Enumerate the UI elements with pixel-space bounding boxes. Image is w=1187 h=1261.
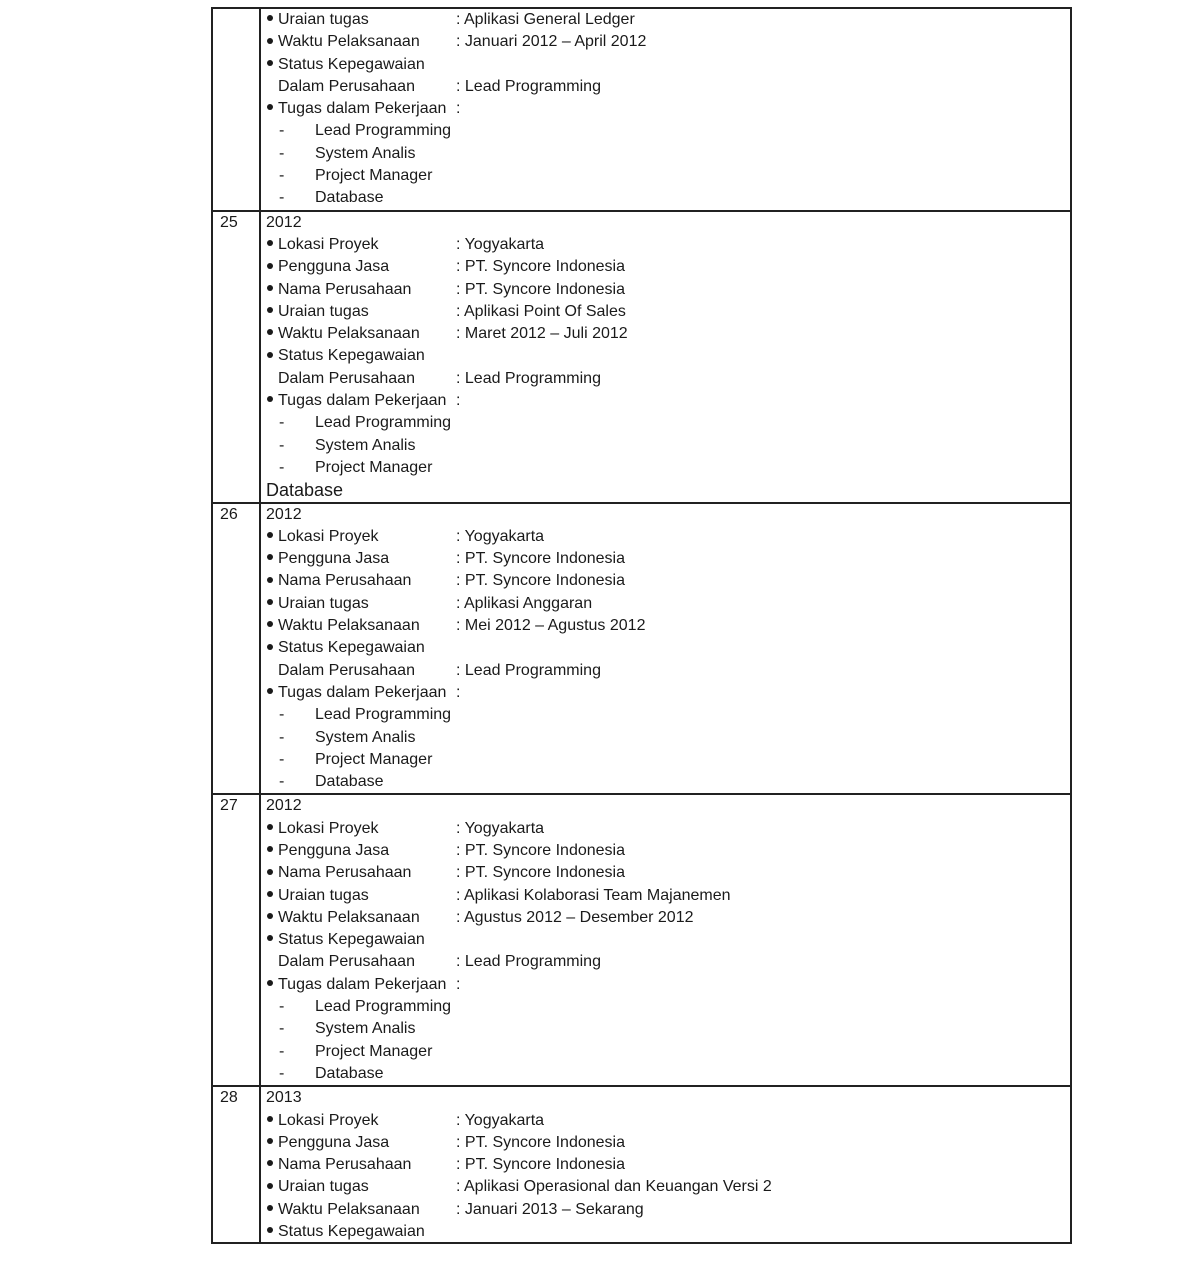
field-label-wrap	[266, 593, 456, 615]
field-label-wrap	[266, 907, 456, 929]
field-label: Waktu Pelaksanaan	[278, 908, 420, 926]
field-line	[266, 570, 1070, 592]
field-label: Status Kepegawaian	[278, 931, 425, 949]
bullet-icon	[267, 644, 273, 650]
dash-marker: -	[279, 167, 285, 185]
row-content	[261, 1087, 1070, 1243]
bullet-icon	[267, 285, 273, 291]
field-line	[266, 301, 1070, 323]
field-value: : PT. Syncore Indonesia	[456, 572, 625, 590]
experience-table	[211, 7, 1072, 1244]
bullet-icon	[267, 15, 273, 21]
field-line	[266, 974, 1070, 996]
field-value: : Maret 2012 – Juli 2012	[456, 325, 628, 343]
field-line	[266, 345, 1070, 367]
field-value: : Yogyakarta	[456, 235, 545, 253]
row-number: 25	[220, 213, 238, 231]
field-line	[266, 279, 1070, 301]
row-content	[261, 795, 1070, 1085]
field-label: Uraian tugas	[278, 302, 369, 320]
field-label-wrap	[266, 885, 456, 907]
field-value: : PT. Syncore Indonesia	[456, 1133, 625, 1151]
field-label-wrap	[266, 98, 456, 120]
field-line	[266, 862, 1070, 884]
table-row	[213, 9, 1070, 212]
field-label-wrap	[266, 660, 456, 682]
sub-item-label: System Analis	[315, 144, 416, 162]
sub-item-label: Project Manager	[315, 458, 433, 476]
field-label-wrap	[266, 548, 456, 570]
field-label: Lokasi Proyek	[278, 527, 379, 545]
field-label-wrap	[266, 974, 456, 996]
field-line	[266, 885, 1070, 907]
field-label-wrap	[266, 951, 456, 973]
table-row	[213, 1087, 1070, 1244]
field-label: Lokasi Proyek	[278, 1111, 379, 1129]
field-label-wrap	[266, 1110, 456, 1132]
sub-item-line	[266, 771, 1070, 793]
field-label-wrap	[266, 256, 456, 278]
sub-item-label: System Analis	[315, 436, 416, 454]
field-line	[266, 637, 1070, 659]
bullet-icon	[267, 824, 273, 830]
sub-item-label: Lead Programming	[315, 706, 452, 724]
row-number-cell	[213, 795, 261, 1085]
year-label: 2012	[266, 505, 302, 523]
field-label-wrap	[266, 1132, 456, 1154]
field-line	[266, 368, 1070, 390]
field-line	[266, 9, 1070, 31]
bullet-icon	[267, 1227, 273, 1233]
field-label: Status Kepegawaian	[278, 55, 425, 73]
dash-marker: -	[279, 773, 285, 791]
bullet-icon	[267, 104, 273, 110]
row-content	[261, 9, 1070, 210]
field-line	[266, 615, 1070, 637]
field-label: Tugas dalam Pekerjaan	[278, 975, 447, 993]
field-line	[266, 1154, 1070, 1176]
bullet-icon	[267, 869, 273, 875]
field-value: : Yogyakarta	[456, 1111, 545, 1129]
field-label-wrap	[266, 31, 456, 53]
dash-marker: -	[279, 436, 285, 454]
dash-marker: -	[279, 706, 285, 724]
field-label: Waktu Pelaksanaan	[278, 325, 420, 343]
field-label: Pengguna Jasa	[278, 841, 390, 859]
field-value: : PT. Syncore Indonesia	[456, 841, 625, 859]
field-line	[266, 256, 1070, 278]
field-line	[266, 840, 1070, 862]
field-label: Dalam Perusahaan	[278, 661, 415, 679]
row-number: 26	[220, 505, 238, 523]
field-label-wrap	[266, 323, 456, 345]
field-label: Dalam Perusahaan	[278, 953, 415, 971]
field-label-wrap	[266, 9, 456, 31]
sub-item-line	[266, 412, 1070, 434]
field-value: : PT. Syncore Indonesia	[456, 550, 625, 568]
field-line	[266, 76, 1070, 98]
sub-item-label: Database	[315, 189, 384, 207]
field-value: : Mei 2012 – Agustus 2012	[456, 617, 646, 635]
sub-item-line	[266, 1041, 1070, 1063]
bullet-icon	[267, 935, 273, 941]
bullet-icon	[267, 980, 273, 986]
dash-marker: -	[279, 414, 285, 432]
field-label-wrap	[266, 862, 456, 884]
row-content	[261, 504, 1070, 794]
field-label: Uraian tugas	[278, 886, 369, 904]
field-line	[266, 1199, 1070, 1221]
bullet-icon	[267, 1183, 273, 1189]
field-line	[266, 682, 1070, 704]
sub-item-line	[266, 143, 1070, 165]
sub-item-line	[266, 187, 1070, 209]
field-line	[266, 54, 1070, 76]
field-label-wrap	[266, 390, 456, 412]
bullet-icon	[267, 1205, 273, 1211]
sub-item-label: System Analis	[315, 1020, 416, 1038]
field-line	[266, 31, 1070, 53]
field-value: :	[456, 392, 461, 410]
field-value: : Aplikasi Kolaborasi Team Majanemen	[456, 886, 731, 904]
field-label-wrap	[266, 76, 456, 98]
field-value: : Aplikasi Operasional dan Keuangan Versi 2	[456, 1178, 772, 1196]
field-line	[266, 98, 1070, 120]
table-row	[213, 795, 1070, 1087]
field-label-wrap	[266, 615, 456, 637]
field-label-wrap	[266, 234, 456, 256]
field-label-wrap	[266, 54, 456, 76]
field-value: : Aplikasi Anggaran	[456, 594, 593, 612]
field-label: Status Kepegawaian	[278, 639, 425, 657]
field-label-wrap	[266, 345, 456, 367]
field-line	[266, 1221, 1070, 1243]
field-line	[266, 593, 1070, 615]
field-label-wrap	[266, 818, 456, 840]
sub-item-label: Project Manager	[315, 1042, 433, 1060]
field-label: Nama Perusahaan	[278, 1156, 412, 1174]
field-line	[266, 548, 1070, 570]
sub-item-line	[266, 165, 1070, 187]
dash-marker: -	[279, 1064, 285, 1082]
sub-item-label: Lead Programming	[315, 998, 452, 1016]
bullet-icon	[267, 352, 273, 358]
row-number-cell	[213, 9, 261, 210]
bullet-icon	[267, 688, 273, 694]
row-number: 27	[220, 797, 238, 815]
dash-marker: -	[279, 1020, 285, 1038]
bullet-icon	[267, 913, 273, 919]
field-label-wrap	[266, 1154, 456, 1176]
sub-item-label: System Analis	[315, 728, 416, 746]
sub-item-line	[266, 749, 1070, 771]
row-number-cell	[213, 212, 261, 502]
sub-item-line	[266, 120, 1070, 142]
sub-item-line	[266, 1018, 1070, 1040]
field-value: : Januari 2013 – Sekarang	[456, 1200, 644, 1218]
field-label: Nama Perusahaan	[278, 280, 412, 298]
field-label-wrap	[266, 368, 456, 390]
bullet-icon	[267, 891, 273, 897]
field-line	[266, 907, 1070, 929]
field-label: Uraian tugas	[278, 594, 369, 612]
bullet-icon	[267, 599, 273, 605]
year-label: 2012	[266, 797, 302, 815]
sub-item-label: Lead Programming	[315, 122, 452, 140]
field-label-wrap	[266, 570, 456, 592]
bullet-icon	[267, 329, 273, 335]
row-number: 28	[220, 1089, 238, 1107]
bullet-icon	[267, 240, 273, 246]
year-label: 2012	[266, 213, 302, 231]
row-content	[261, 212, 1070, 502]
sub-item-line	[266, 457, 1070, 479]
field-label-wrap	[266, 1176, 456, 1198]
field-label: Pengguna Jasa	[278, 550, 390, 568]
bullet-icon	[267, 38, 273, 44]
sub-item-line	[266, 727, 1070, 749]
field-label: Dalam Perusahaan	[278, 369, 415, 387]
field-label-wrap	[266, 840, 456, 862]
field-value: :	[456, 975, 461, 993]
sub-item-label: Lead Programming	[315, 414, 452, 432]
field-value: : PT. Syncore Indonesia	[456, 864, 625, 882]
bullet-icon	[267, 1160, 273, 1166]
field-value: : Yogyakarta	[456, 527, 545, 545]
row-number-cell	[213, 1087, 261, 1243]
field-line	[266, 660, 1070, 682]
database-highlight-line: Database	[266, 480, 344, 501]
field-line	[266, 1132, 1070, 1154]
field-label-wrap	[266, 1199, 456, 1221]
bullet-icon	[267, 263, 273, 269]
field-line	[266, 951, 1070, 973]
dash-marker: -	[279, 1042, 285, 1060]
field-line	[266, 1110, 1070, 1132]
bullet-icon	[267, 554, 273, 560]
field-label: Waktu Pelaksanaan	[278, 617, 420, 635]
field-label-wrap	[266, 929, 456, 951]
field-line	[266, 390, 1070, 412]
field-value: : Lead Programming	[456, 369, 601, 387]
sub-item-label: Project Manager	[315, 167, 433, 185]
bullet-icon	[267, 60, 273, 66]
dash-marker: -	[279, 728, 285, 746]
field-value: : Lead Programming	[456, 661, 601, 679]
row-number-cell	[213, 504, 261, 794]
field-label: Tugas dalam Pekerjaan	[278, 392, 447, 410]
field-line	[266, 929, 1070, 951]
field-value: : PT. Syncore Indonesia	[456, 1156, 625, 1174]
dash-marker: -	[279, 122, 285, 140]
field-label: Pengguna Jasa	[278, 258, 390, 276]
field-label: Lokasi Proyek	[278, 819, 379, 837]
field-label-wrap	[266, 279, 456, 301]
field-label-wrap	[266, 526, 456, 548]
field-label: Pengguna Jasa	[278, 1133, 390, 1151]
dash-marker: -	[279, 998, 285, 1016]
field-value: :	[456, 100, 461, 118]
field-value: : Yogyakarta	[456, 819, 545, 837]
field-line	[266, 818, 1070, 840]
field-label-wrap	[266, 301, 456, 323]
field-label: Waktu Pelaksanaan	[278, 33, 420, 51]
dash-marker: -	[279, 750, 285, 768]
bullet-icon	[267, 621, 273, 627]
field-label: Uraian tugas	[278, 11, 369, 28]
field-value: : PT. Syncore Indonesia	[456, 258, 625, 276]
sub-item-label: Database	[315, 773, 384, 791]
bullet-icon	[267, 532, 273, 538]
sub-item-line	[266, 996, 1070, 1018]
field-label: Status Kepegawaian	[278, 1223, 425, 1241]
table-row	[213, 212, 1070, 504]
field-value: : Lead Programming	[456, 77, 601, 95]
field-label: Tugas dalam Pekerjaan	[278, 683, 447, 701]
field-label: Nama Perusahaan	[278, 572, 412, 590]
field-label: Nama Perusahaan	[278, 864, 412, 882]
field-line	[266, 526, 1070, 548]
field-value: : Januari 2012 – April 2012	[456, 33, 647, 51]
sub-item-line	[266, 704, 1070, 726]
bullet-icon	[267, 1138, 273, 1144]
field-label-wrap	[266, 637, 456, 659]
field-label-wrap	[266, 1221, 456, 1243]
field-value: : PT. Syncore Indonesia	[456, 280, 625, 298]
field-value: : Aplikasi General Ledger	[456, 11, 635, 28]
field-label: Dalam Perusahaan	[278, 77, 415, 95]
dash-marker: -	[279, 144, 285, 162]
table-row	[213, 504, 1070, 796]
sub-item-label: Database	[315, 1064, 384, 1082]
field-line	[266, 323, 1070, 345]
field-line	[266, 1176, 1070, 1198]
bullet-icon	[267, 307, 273, 313]
field-value: : Agustus 2012 – Desember 2012	[456, 908, 694, 926]
field-line	[266, 234, 1070, 256]
dash-marker: -	[279, 458, 285, 476]
sub-item-line	[266, 1063, 1070, 1085]
bullet-icon	[267, 577, 273, 583]
field-value: :	[456, 683, 461, 701]
bullet-icon	[267, 846, 273, 852]
sub-item-label: Project Manager	[315, 750, 433, 768]
bullet-icon	[267, 396, 273, 402]
field-label: Waktu Pelaksanaan	[278, 1200, 420, 1218]
field-label: Lokasi Proyek	[278, 235, 379, 253]
field-label: Status Kepegawaian	[278, 347, 425, 365]
bullet-icon	[267, 1116, 273, 1122]
field-label: Tugas dalam Pekerjaan	[278, 100, 447, 118]
year-label: 2013	[266, 1089, 302, 1107]
field-label-wrap	[266, 682, 456, 704]
dash-marker: -	[279, 189, 285, 207]
field-value: : Lead Programming	[456, 953, 601, 971]
field-value: : Aplikasi Point Of Sales	[456, 302, 626, 320]
field-label: Uraian tugas	[278, 1178, 369, 1196]
sub-item-line	[266, 435, 1070, 457]
